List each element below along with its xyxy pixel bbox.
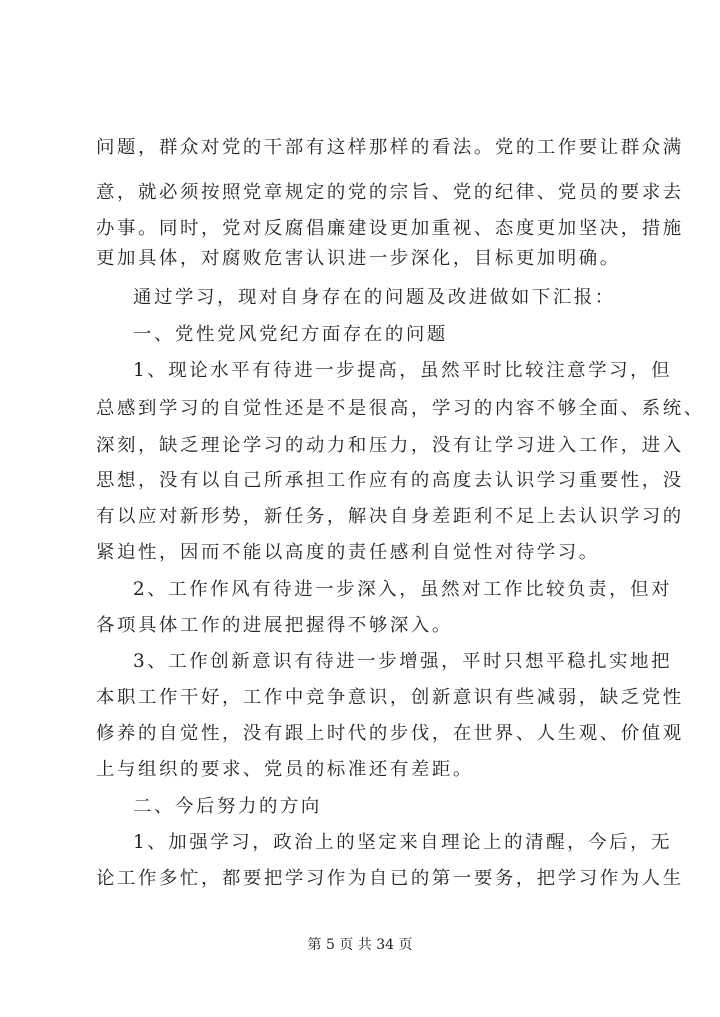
text-line-21: 论工作多忙，都要把学习作为自已的第一要务，把学习作为人生 (96, 868, 684, 889)
text-line-17: 修养的自觉性，没有跟上时代的步伐，在世界、人生观、价值观 (96, 723, 684, 744)
text-line-3: 办事。同时，党对反腐倡廉建设更加重视、态度更加坚决，措施 (96, 218, 684, 239)
text-line-14: 各项具体工作的进展把握得不够深入。 (96, 615, 453, 636)
text-line-2: 意，就必须按照党章规定的党的宗旨、党的纪律、党员的要求去 (96, 182, 684, 203)
text-line-15: 3、工作创新意识有待进一步增强，平时只想平稳扎实地把 (133, 651, 673, 672)
text-line-1: 问题，群众对党的干部有这样那样的看法。党的工作要让群众满 (96, 137, 684, 158)
text-line-16: 本职工作干好，工作中竞争意识，创新意识有些减弱，缺乏党性 (96, 687, 684, 708)
section-heading-2: 二、今后努力的方向 (133, 796, 322, 817)
text-line-18: 上与组织的要求、党员的标准还有差距。 (96, 759, 474, 780)
text-line-13: 2、工作作风有待进一步深入，虽然对工作比较负责，但对 (133, 579, 673, 600)
text-line-9: 深刻，缺乏理论学习的动力和压力，没有让学习进入工作，进入 (96, 435, 684, 456)
text-line-11: 有以应对新形势，新任务，解决自身差距利不足上去认识学习的 (96, 506, 684, 527)
text-line-20: 1、加强学习，政治上的坚定来自理论上的清醒，今后，无 (133, 832, 673, 853)
text-line-10: 思想，没有以自己所承担工作应有的高度去认识学习重要性，没 (96, 470, 684, 491)
text-line-4: 更加具体，对腐败危害认识进一步深化，目标更加明确。 (96, 248, 621, 269)
text-line-8: 总感到学习的自觉性还是不是很高，学习的内容不够全面、系统、 (96, 398, 705, 419)
text-line-12: 紧迫性，因而不能以高度的责任感利自觉性对待学习。 (96, 542, 600, 563)
section-heading-1: 一、党性党风党纪方面存在的问题 (133, 324, 448, 345)
text-line-5: 通过学习，现对自身存在的问题及改进做如下汇报： (133, 287, 616, 308)
page-number-footer: 第 5 页 共 34 页 (307, 937, 413, 953)
text-line-7: 1、现论水平有待进一步提高，虽然平时比较注意学习，但 (133, 360, 673, 381)
